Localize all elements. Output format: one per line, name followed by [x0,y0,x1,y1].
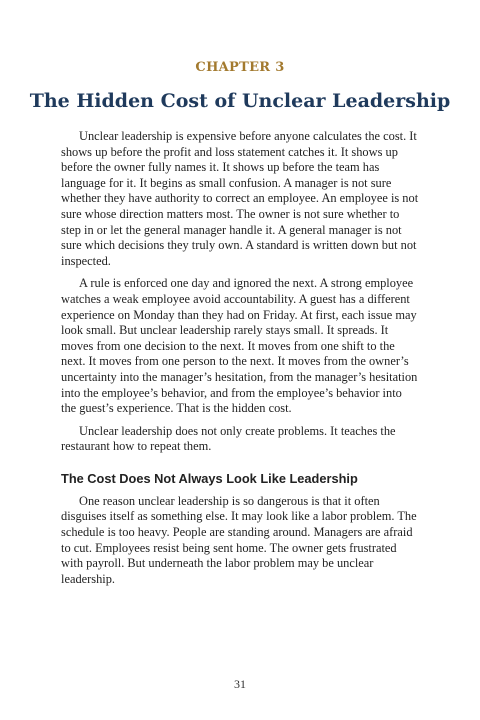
chapter-label: CHAPTER 3 [195,60,285,75]
paragraph-1: Unclear leadership is expensive before anyone calculates the cost. It shows up before the profit and loss statement catches it. It shows up before the owner fully names it. It shows up before the team has language for it. It begins as small confusion. A manager is not sure whether they have authority to correct an employee. An employee is not sure whose direction matters most. The owner is not sure whether to step in or let the general manager handle it. A general manager is not sure which decisions they truly own. A standard is written down but not inspected. [61,129,419,268]
chapter-title: The Hidden Cost of Unclear Leadership [29,90,451,112]
chapter-body [61,129,419,594]
section-heading: The Cost Does Not Always Look Like Leadership [61,470,358,486]
paragraph-2: A rule is enforced one day and ignored the next. A strong employee watches a weak employee avoid accountability. A guest has a different experience on Monday than they had on Friday. At first, each issue may look small. But unclear leadership rarely stays small. It spreads. It moves from one decision to the next. It moves from one shift to the next. It moves from one person to the next. It moves from the owner’s uncertainty into the manager’s hesitation, from the manager’s hesitation into the employee’s behavior, and from the employee’s behavior into the guest’s experience. That is the hidden cost. [61,276,418,416]
page-number: 31 [234,677,246,691]
paragraph-3: Unclear leadership does not only create problems. It teaches the restaurant how to repeat them. [61,423,396,454]
section-paragraph-1: One reason unclear leadership is so dangerous is that it often disguises itself as something else. It may look like a labor problem. The schedule is too heavy. People are standing around. Managers are afraid to cut. Employees resist being sent home. The owner gets frustrated with payroll. But underneath the labor problem may be unclear leadership. [61,493,417,586]
